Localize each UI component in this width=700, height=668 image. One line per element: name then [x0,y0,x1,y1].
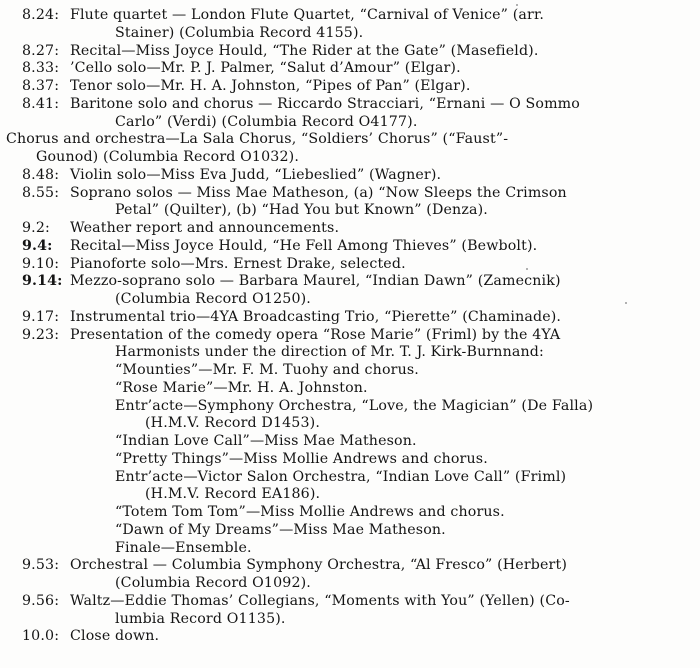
programme-entry [0,593,700,629]
programme-entry [0,78,700,96]
programme-entry [0,309,700,327]
opera-item-text: “Rose Marie”—Mr. H. A. Johnston. [115,379,368,396]
entry-time: 9.14: [22,273,63,290]
opera-item [70,380,700,398]
entry-text: Pianoforte solo—Mrs. Ernest Drake, selected. [70,255,406,272]
opera-item-text: “Totem Tom Tom”—Miss Mollie Andrews and chorus. [115,504,505,520]
opera-item-text: (H.M.V. Record EA186). [145,486,321,503]
opera-item-text: “Mounties”—Mr. F. M. Tuohy and chorus. [115,362,419,378]
entry-text: Chorus and orchestra—La Sala Chorus, “Soldiers’ Chorus” (“Faust”- [6,131,509,148]
entry-time: 8.48: [22,166,60,183]
entry-text: Instrumental trio—4YA Broadcasting Trio, “Pierette” (Chaminade). [70,308,562,325]
entry-text: Tenor solo—Mr. H. A. Johnston, “Pipes of Pan” (Elgar). [70,78,471,94]
programme-entry [0,238,700,256]
opera-item-text: Entr’acte—Symphony Orchestra, “Love, the Magician” (De Falla) [115,397,594,414]
entry-text: Stainer) (Columbia Record 4155). [115,24,364,41]
entry-text: Flute quartet — London Flute Quartet, “Carnival of Venice” (arr. [70,7,544,23]
entry-time: 8.41: [22,95,60,112]
programme-entry [0,96,700,132]
opera-item-text: “Dawn of My Dreams”—Miss Mae Matheson. [115,521,446,538]
entry-text: Petal” (Quilter), (b) “Had You but Known” (Denza). [115,202,488,219]
programme-entry [0,557,700,593]
opera-item-text: (H.M.V. Record D1453). [145,415,321,432]
opera-item [70,362,700,380]
opera-item-text: “Pretty Things”—Miss Mollie Andrews and chorus. [115,450,488,467]
print-speck [516,4,518,6]
programme-entry [0,131,700,167]
programme-entry [0,628,700,646]
programme-entry [0,256,700,274]
entry-time: 8.37: [22,78,60,94]
opera-item [70,522,700,540]
programme-entry [0,7,700,43]
programme-entry [0,185,700,221]
opera-item [70,451,700,469]
entry-time: 8.55: [22,184,60,201]
entry-text: Carlo” (Verdi) (Columbia Record O4177). [115,113,418,130]
entry-time: 9.53: [22,557,60,574]
opera-item [70,469,700,505]
entry-text: Weather report and announcements. [70,220,340,236]
entry-time: 9.56: [22,592,60,609]
entry-text: Gounod) (Columbia Record O1032). [36,149,299,165]
entry-time: 10.0: [22,628,60,645]
programme-entry [0,60,700,78]
entry-text: Waltz—Eddie Thomas’ Collegians, “Moments with You” (Yellen) (Co- [70,592,570,609]
entry-text: (Columbia Record O1092). [115,575,311,591]
entry-text: Baritone solo and chorus — Riccardo Stracciari, “Ernani — O Sommo [70,95,580,112]
entry-time: 8.24: [22,7,60,23]
entry-text: (Columbia Record O1250). [115,291,311,307]
entry-text: lumbia Record O1135). [115,610,286,627]
entry-text: Mezzo-soprano solo — Barbara Maurel, “Indian Dawn” (Zamecnik) [70,273,561,290]
programme-entry [0,167,700,185]
entry-time: 9.4: [22,237,53,254]
entry-time: 9.23: [22,326,60,343]
entry-text: Orchestral — Columbia Symphony Orchestra, “Al Fresco” (Herbert) [70,557,568,574]
entry-time: 9.2: [22,220,50,236]
opera-item-text: Entr’acte—Victor Salon Orchestra, “Indian Love Call” (Friml) [115,468,567,485]
entry-time: 8.33: [22,60,60,77]
entry-time: 9.17: [22,308,60,325]
entry-text: Presentation of the comedy opera “Rose Marie” (Friml) by the 4YA [70,326,561,343]
opera-item [70,433,700,451]
entry-text: Soprano solos — Miss Mae Matheson, (a) “Now Sleeps the Crimson [70,184,567,201]
opera-item-text: “Indian Love Call”—Miss Mae Matheson. [115,433,417,449]
opera-item [70,398,700,434]
opera-item-text: Finale—Ensemble. [115,539,252,556]
programme-entry [0,220,700,238]
entry-text: Recital—Miss Joyce Hould, “The Rider at the Gate” (Masefield). [70,42,539,59]
print-speck [625,302,627,304]
entry-time: 8.27: [22,42,60,59]
opera-item [70,504,700,522]
entry-text: Violin solo—Miss Eva Judd, “Liebeslied” (Wagner). [70,166,442,183]
entry-text: Harmonists under the direction of Mr. T. J. Kirk-Burnnand: [115,344,544,361]
opera-item [70,540,700,558]
entry-text: ’Cello solo—Mr. P. J. Palmer, “Salut d’Amour” (Elgar). [70,60,461,77]
programme-entry [0,273,700,309]
entry-text: Close down. [70,628,160,645]
print-speck [526,268,528,270]
programme-entry [0,43,700,61]
entry-time: 9.10: [22,255,60,272]
entry-text: Recital—Miss Joyce Hould, “He Fell Among Thieves” (Bewbolt). [70,237,538,254]
programme-entry-opera [0,327,700,558]
